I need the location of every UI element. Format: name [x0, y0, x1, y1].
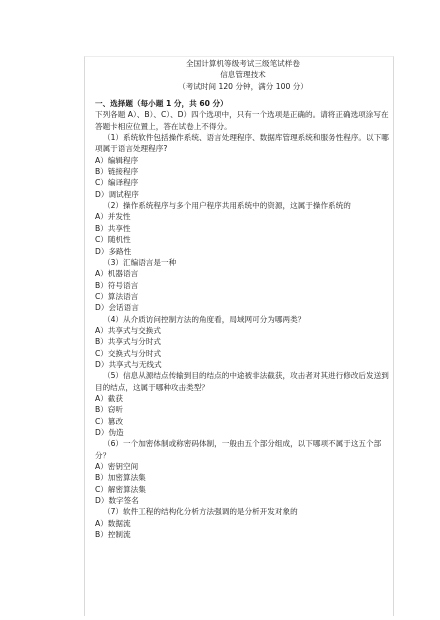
question-3-option-d: D）会话语言 [95, 303, 139, 313]
question-1-option-c: C）编译程序 [95, 178, 139, 188]
question-5-option-d: D）伪造 [95, 428, 124, 437]
question-7-option-b: B）控制流 [95, 530, 131, 540]
question-2-option-b: B）共享性 [95, 223, 131, 233]
question-7-option-a: A）数据流 [95, 518, 131, 528]
section-instructions: 下列各题 A）、B）、C）、D）四个选项中，只有一个选项是正确的。请将正确选项涂写在答题卡相应位置上，答在试卷上不得分。 [95, 110, 389, 131]
question-3-stem: （3）汇编语言是一种 [103, 257, 177, 267]
section-heading: 一、选择题（每小题 1 分，共 60 分） [95, 99, 228, 109]
question-1-option-a: A）编辑程序 [95, 155, 139, 165]
question-7-stem: （7）软件工程的结构化分析方法强调的是分析开发对象的 [103, 507, 298, 517]
question-1-option-b: B）链接程序 [95, 167, 139, 177]
question-3-option-b: B）符号语言 [95, 280, 139, 290]
question-6-option-a: A）密钥空间 [95, 462, 139, 472]
exam-info: （考试时间 120 分钟，满分 100 分） [178, 81, 308, 91]
question-2-option-c: C）随机性 [95, 235, 131, 245]
question-4-option-c: C）交换式与分时式 [95, 348, 162, 358]
question-6-option-c: C）解密算法集 [95, 484, 146, 494]
question-1-stem: （1）系统软件包括操作系统、语言处理程序、数据库管理系统和服务性程序。以下哪项属于语言处理程序? [95, 133, 389, 154]
question-5-option-a: A）截获 [95, 393, 123, 403]
question-6-option-b: B）加密算法集 [95, 473, 146, 483]
question-5-stem: （5）信息从源结点传输到目的结点的中途被非法截获，攻击者对其进行修改后发送到目的结点，这属于哪种攻击类型？ [95, 371, 389, 392]
question-4-stem: （4）从介质访问控制方法的角度看，局域网可分为哪两类？ [103, 314, 306, 324]
question-2-option-d: D）多路性 [95, 246, 132, 256]
question-4-option-a: A）共享式与交换式 [95, 325, 161, 335]
question-6-stem: （6）一个加密体制或称密码体制，一般由五个部分组成，以下哪项不属于这五个部分？ [95, 439, 382, 460]
question-4-option-b: B）共享式与分时式 [95, 337, 161, 347]
document-content [95, 58, 391, 540]
exam-title: 全国计算机等级考试三级笔试样卷 [186, 59, 300, 68]
question-4-option-d: D）共享式与无线式 [95, 359, 162, 369]
question-5-option-b: B）窃听 [95, 405, 123, 415]
question-2-option-a: A）并发性 [95, 212, 131, 222]
question-3-option-a: A）机器语言 [95, 269, 139, 279]
exam-subject: 信息管理技术 [220, 70, 266, 80]
question-3-option-c: C）算法语言 [95, 291, 139, 301]
question-2-stem: （2）操作系统程序与多个用户程序共用系统中的资源，这属于操作系统的 [103, 201, 351, 211]
question-6-option-d: D）数字签名 [95, 496, 139, 506]
question-5-option-c: C）篡改 [95, 416, 124, 426]
question-1-option-d: D）调试程序 [95, 189, 139, 199]
